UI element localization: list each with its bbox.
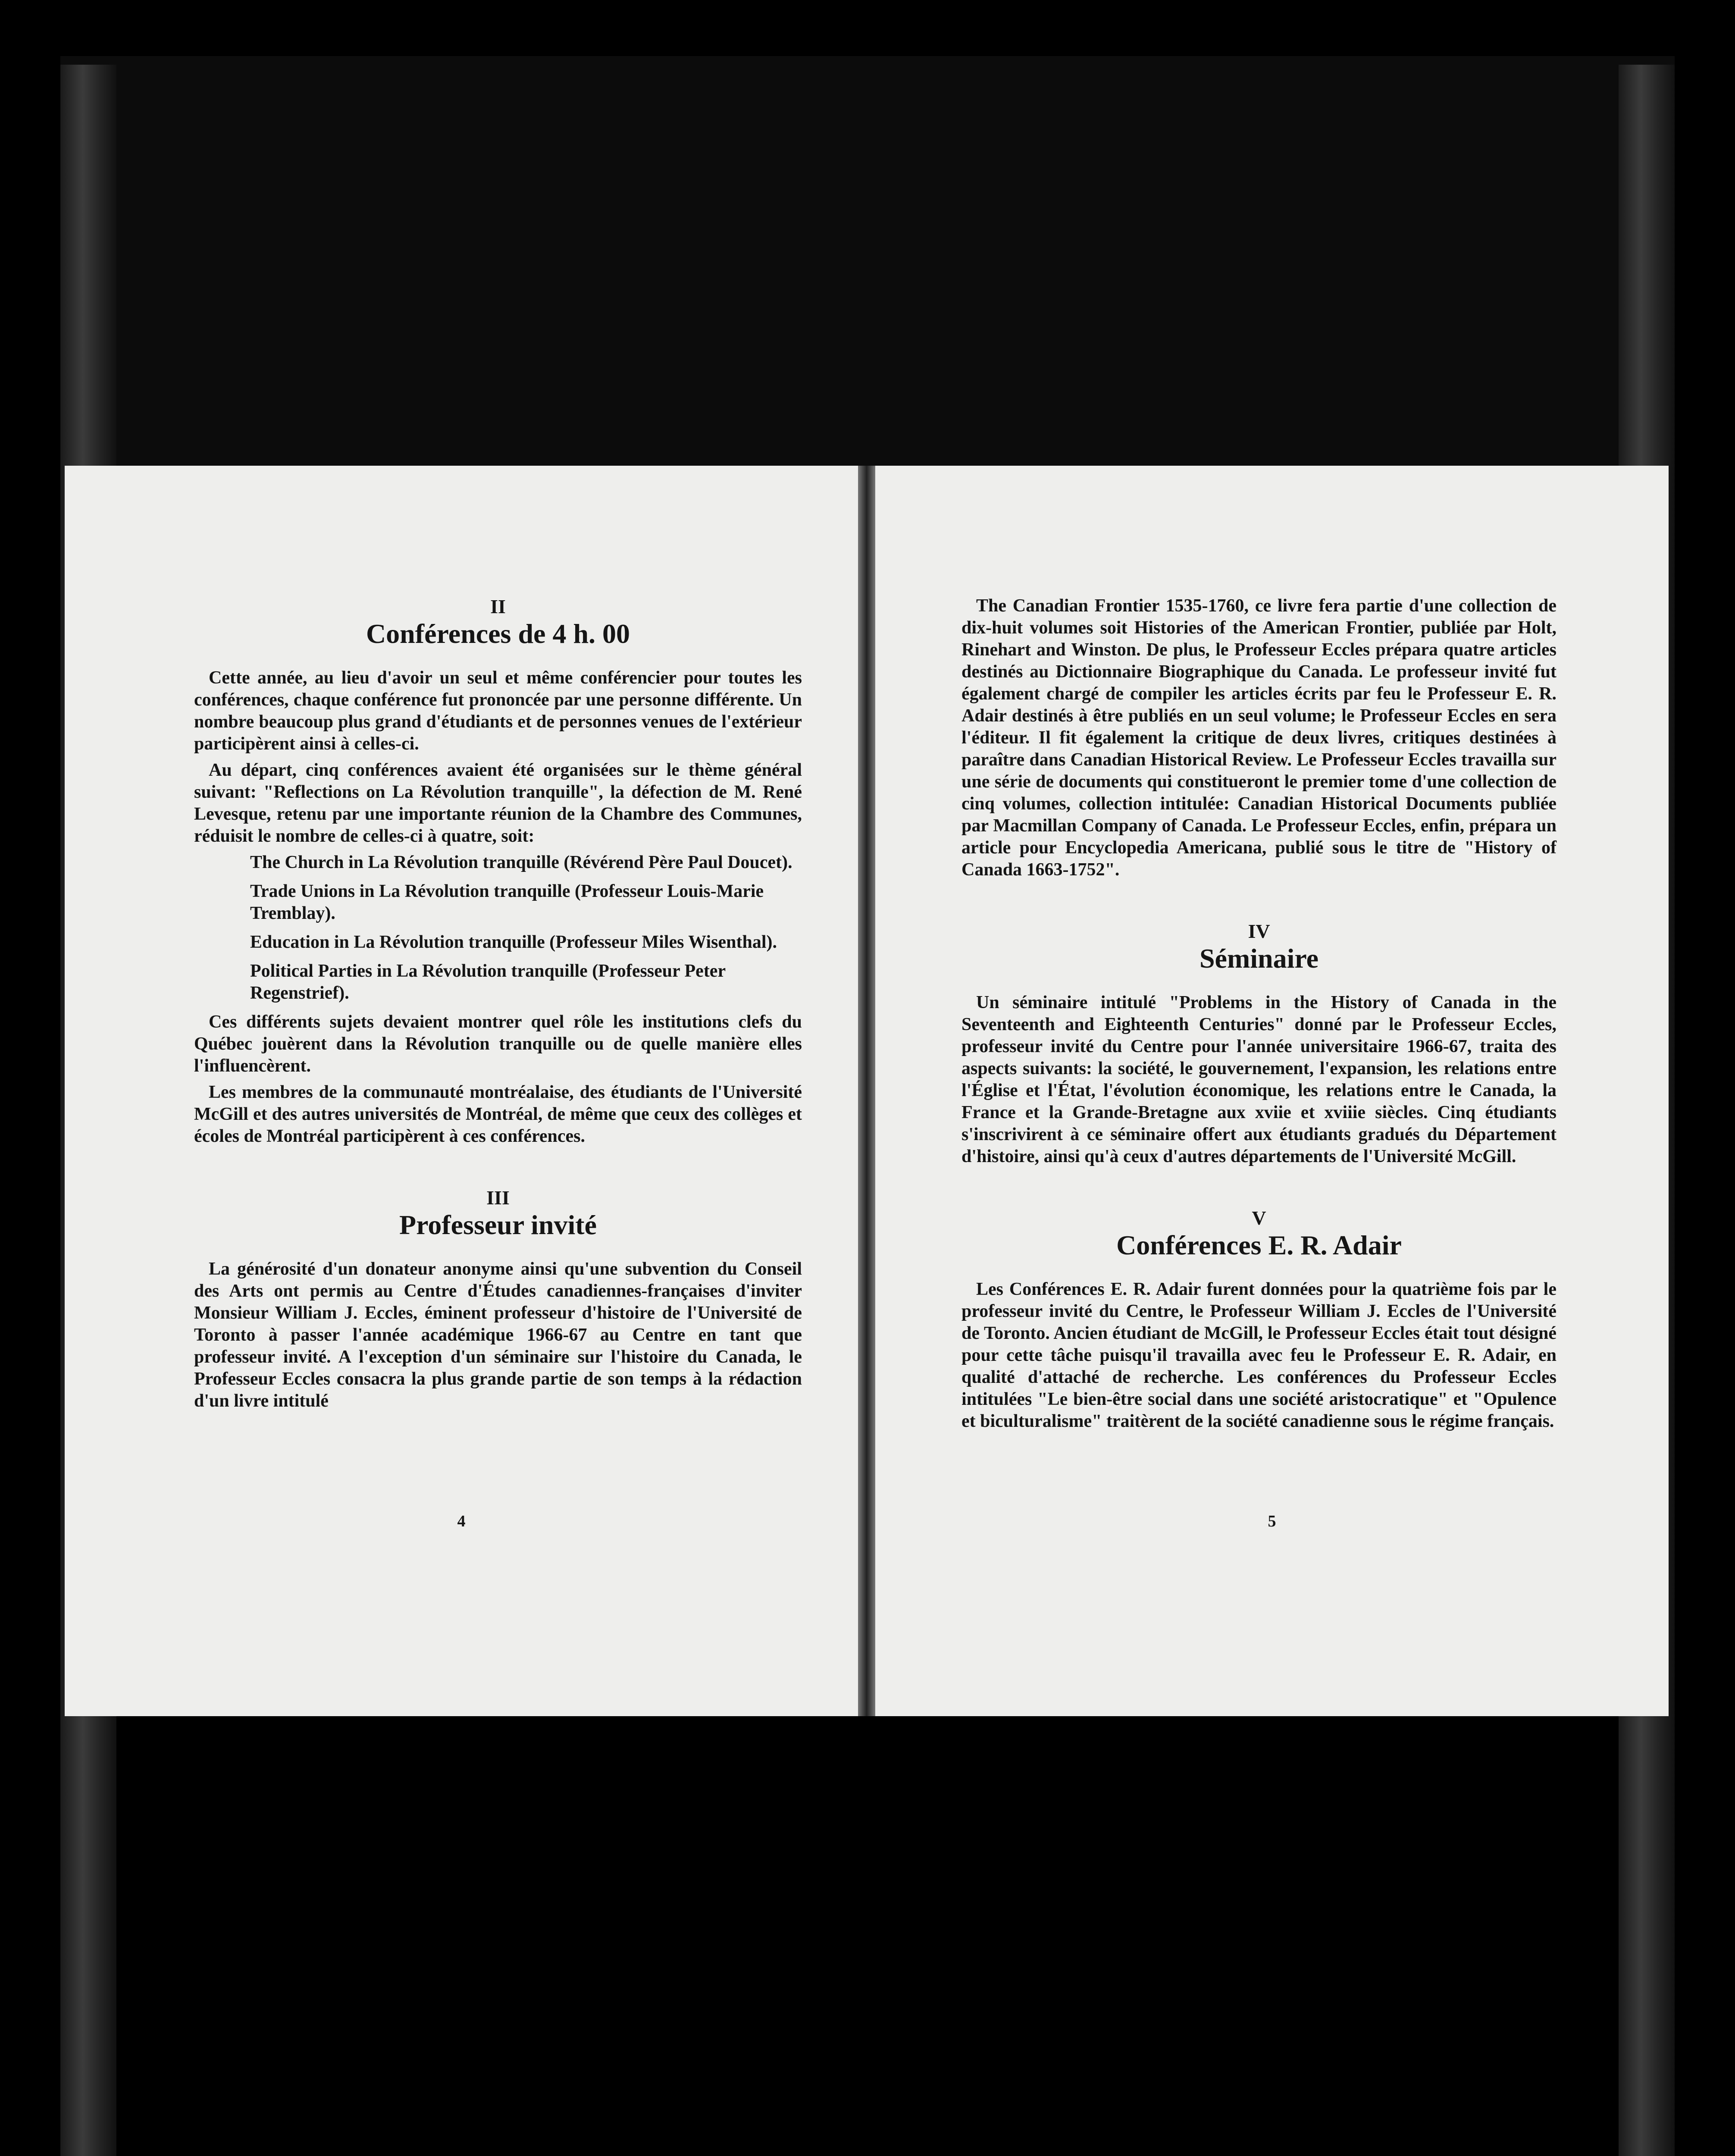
lecture-topic: Trade Unions in La Révolution tranquille (Professeur Louis-Marie Tremblay). xyxy=(250,881,764,923)
section-heading: Séminaire xyxy=(1199,943,1319,974)
film-frame-top xyxy=(60,56,1675,487)
lecture-topic: The Church in La Révolution tranquille (Révérend Père Paul Doucet). xyxy=(250,852,792,872)
page-number: 5 xyxy=(1268,1512,1276,1530)
section-number: IV xyxy=(1248,920,1270,942)
paragraph: La générosité d'un donateur anonyme ainsi qu'une subvention du Conseil des Arts ont permis au Centre d'Études canadiennes-françaises d'inviter Monsieur William J. Eccles, éminent professeur d'histoire de l'Université de Toronto à passer l'année académique 1966-67 au Centre en tant que professeur invité. A l'exception d'un séminaire sur l'histoire du Canada, le Professeur Eccles consacra la plus grande partie de son temps à la rédaction d'un livre intitulé xyxy=(194,1259,802,1411)
section-number: V xyxy=(1252,1207,1266,1229)
paragraph: Cette année, au lieu d'avoir un seul et même conférencier pour toutes les conférences, chaque conférence fut prononcée par une personne différente. Un nombre beaucoup plus grand d'étudiants et de personnes venues de l'extérieur participèrent ainsi à celles-ci. xyxy=(194,668,802,754)
section-heading: Conférences E. R. Adair xyxy=(1116,1230,1402,1260)
section-heading: Professeur invité xyxy=(399,1210,597,1240)
paragraph: Au départ, cinq conférences avaient été organisées sur le thème général suivant: "Reflections on La Révolution tranquille", la défection de M. René Levesque, retenu par une importante réunion de la Chambre des Communes, réduisit le nombre de celles-ci à quatre, soit: xyxy=(194,760,802,846)
section-number: III xyxy=(486,1187,510,1209)
paragraph: Les membres de la communauté montréalaise, des étudiants de l'Université McGill et des autres universités de Montréal, de même que ceux des collèges et écoles de Montréal participèrent à ces conférences. xyxy=(194,1082,802,1146)
lecture-topic: Education in La Révolution tranquille (Professeur Miles Wisenthal). xyxy=(250,932,777,952)
paragraph: Les Conférences E. R. Adair furent données pour la quatrième fois par le professeur invité du Centre, le Professeur William J. Eccles de l'Université de Toronto. Ancien étudiant de McGill, le Professeur Eccles était tout désigné pour cette tâche puisqu'il travailla avec feu le Professeur E. R. Adair, en qualité d'attaché de recherche. Les conférences du Professeur Eccles intitulées "Le bien-être social dans une société aristocratique" et "Opulence et biculturalisme" traitèrent de la société canadienne sous le régime français. xyxy=(961,1279,1556,1431)
page-number: 4 xyxy=(457,1512,466,1530)
lecture-topic: Political Parties in La Révolution tranquille (Professeur Peter Regenstrief). xyxy=(250,961,726,1003)
paragraph: The Canadian Frontier 1535-1760, ce livre fera partie d'une collection de dix-huit volumes soit Histories of the American Frontier, publiée par Holt, Rinehart and Winston. De plus, le Professeur Eccles prépara quatre articles destinés au Dictionnaire Biographique du Canada. Le professeur invité fut également chargé de compiler les articles écrits par feu le Professeur E. R. Adair destinés à être publiés en un seul volume; le Professeur Eccles en sera l'éditeur. Il fit également la critique de deux livres, critiques destinées à paraître dans Canadian Historical Review. Le Professeur Eccles travailla sur une série de documents qui constitueront le premier tome d'une collection de cinq volumes, collection intitulée: Canadian Historical Documents publiée par Macmillan Company of Canada. Le Professeur Eccles, enfin, prépara un article pour Encyclopedia Americana, publié sous le titre de "History of Canada 1663-1752". xyxy=(961,596,1556,880)
section-number: II xyxy=(490,595,506,617)
paragraph: Un séminaire intitulé "Problems in the History of Canada in the Seventeenth and Eighteenth Centuries" donné par le Professeur Eccles, professeur invité du Centre pour l'année universitaire 1966-67, traita des aspects suivants: la société, le gouvernement, l'expansion, les relations entre l'Église et l'État, l'évolution économique, les relations entre le Canada, la France et la Grande-Bretagne aux xviie et xviiie siècles. Cinq étudiants s'inscrivirent à ce séminaire offert aux étudiants gradués du Département d'histoire, ainsi qu'à ceux d'autres départements de l'Université McGill. xyxy=(961,993,1556,1166)
book-gutter xyxy=(858,466,875,1716)
section-heading: Conférences de 4 h. 00 xyxy=(366,618,630,649)
book-spread xyxy=(65,466,1669,1716)
left-page xyxy=(65,466,858,1716)
right-page xyxy=(875,466,1669,1716)
paragraph: Ces différents sujets devaient montrer quel rôle les institutions clefs du Québec jouèrent dans la Révolution tranquille ou de quelle manière elles l'influencèrent. xyxy=(194,1012,802,1076)
